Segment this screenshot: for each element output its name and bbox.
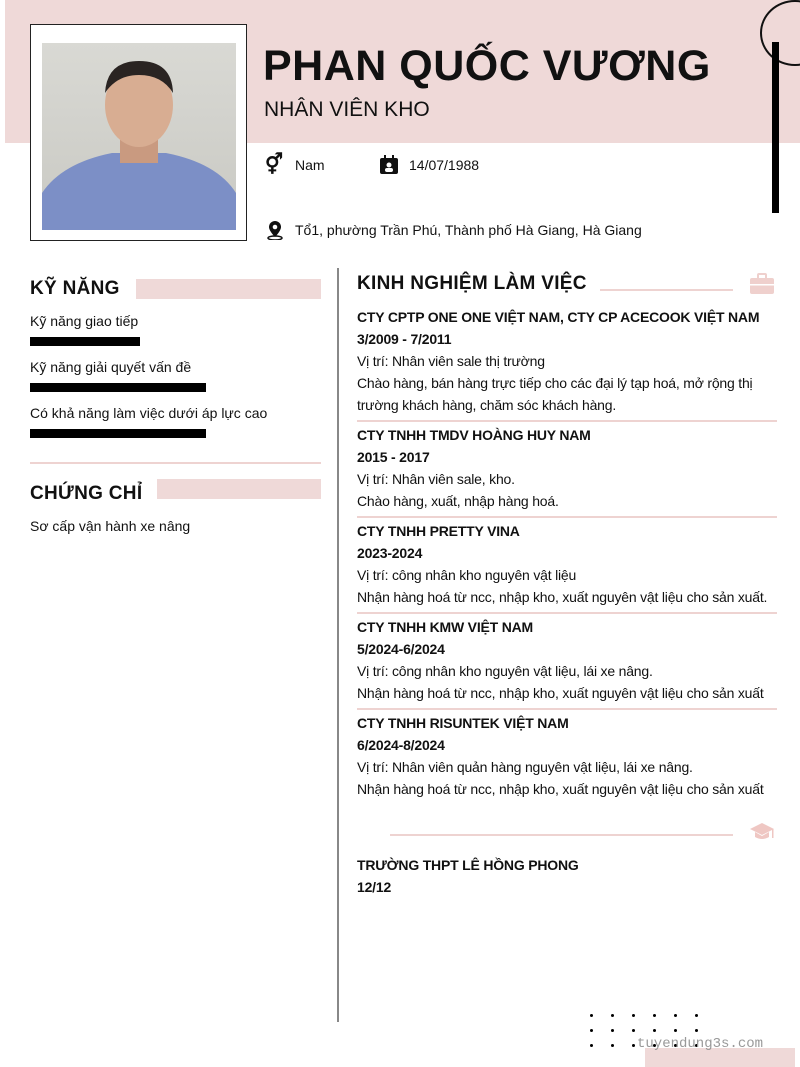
job-period: 6/2024-8/2024 — [357, 737, 445, 753]
job-entry — [357, 614, 777, 708]
job-description: Nhận hàng hoá từ ncc, nhập kho, xuất nguyên vật liệu cho sản xuất — [357, 685, 764, 701]
job-company: CTY TNHH RISUNTEK VIỆT NAM — [357, 715, 569, 731]
certs-title: CHỨNG CHỈ — [30, 483, 143, 504]
job-position: Vị trí: Nhân viên sale thị trường — [357, 353, 545, 369]
skills-title: KỸ NĂNG — [30, 278, 120, 299]
cert-item: Sơ cấp vận hành xe nâng — [30, 518, 191, 534]
job-company: CTY TNHH KMW VIỆT NAM — [357, 619, 533, 635]
job-period: 3/2009 - 7/2011 — [357, 331, 452, 347]
job-period: 2023-2024 — [357, 545, 423, 561]
experience-title: KINH NGHIỆM LÀM VIỆC — [357, 273, 587, 294]
address-value: Tổ1, phường Trần Phú, Thành phố Hà Giang, Hà Giang — [295, 222, 642, 238]
graduation-cap-icon — [749, 822, 775, 842]
job-entry — [357, 518, 777, 612]
job-position: Vị trí: Nhân viên sale, kho. — [357, 471, 515, 487]
divider — [30, 462, 321, 464]
briefcase-icon — [749, 273, 775, 295]
job-entry — [357, 422, 777, 516]
candidate-name: PHAN QUỐC VƯƠNG — [263, 42, 711, 90]
skills-title-bar — [136, 279, 321, 299]
dob-value: 14/07/1988 — [409, 157, 480, 173]
divider — [600, 289, 733, 291]
skill-level-bar — [30, 337, 140, 346]
job-entry — [357, 710, 777, 804]
job-position: Vị trí: công nhân kho nguyên vật liệu — [357, 567, 577, 583]
skill-level-bar — [30, 383, 206, 392]
candidate-role: NHÂN VIÊN KHO — [264, 98, 430, 121]
job-company: CTY TNHH TMDV HOÀNG HUY NAM — [357, 427, 591, 443]
skill-label: Có khả năng làm việc dưới áp lực cao — [30, 405, 268, 421]
skill-label: Kỹ năng giao tiếp — [30, 313, 139, 329]
school-name: TRƯỜNG THPT LÊ HỒNG PHONG — [357, 857, 579, 873]
job-company: CTY CPTP ONE ONE VIỆT NAM, CTY CP ACECOOK VIỆT NAM — [357, 309, 760, 325]
grade: 12/12 — [357, 879, 392, 895]
experience-list — [357, 304, 777, 902]
job-description: Chào hàng, bán hàng trực tiếp cho các đại lý tạp hoá, mở rộng thị trường khách hàng, chăm sóc khách hàng. — [357, 375, 753, 413]
certs-title-bar — [157, 479, 321, 499]
education-header — [357, 822, 777, 852]
job-description: Chào hàng, xuất, nhập hàng hoá. — [357, 493, 559, 509]
job-company: CTY TNHH PRETTY VINA — [357, 523, 520, 539]
job-entry — [357, 304, 777, 420]
job-period: 2015 - 2017 — [357, 449, 430, 465]
decor-bar — [772, 42, 779, 213]
column-divider — [337, 268, 339, 1022]
job-position: Vị trí: Nhân viên quản hàng nguyên vật liệu, lái xe nâng. — [357, 759, 693, 775]
watermark: tuyendung3s.com — [637, 1036, 764, 1052]
education-entry — [357, 852, 777, 902]
job-position: Vị trí: công nhân kho nguyên vật liệu, lái xe nâng. — [357, 663, 653, 679]
job-description: Nhận hàng hoá từ ncc, nhập kho, xuất nguyên vật liệu cho sản xuất — [357, 781, 764, 797]
divider — [390, 834, 733, 836]
calendar-icon — [379, 155, 399, 175]
job-description: Nhận hàng hoá từ ncc, nhập kho, xuất nguyên vật liệu cho sản xuất. — [357, 589, 768, 605]
avatar — [42, 36, 236, 230]
dob-info — [379, 155, 479, 175]
location-pin-icon — [265, 220, 285, 240]
gender-value: Nam — [295, 157, 325, 173]
gender-icon: ⚥ — [265, 154, 284, 176]
address-info — [265, 220, 642, 240]
job-period: 5/2024-6/2024 — [357, 641, 445, 657]
skill-label: Kỹ năng giải quyết vấn đề — [30, 359, 192, 375]
gender-info — [265, 155, 325, 175]
skill-level-bar — [30, 429, 206, 438]
